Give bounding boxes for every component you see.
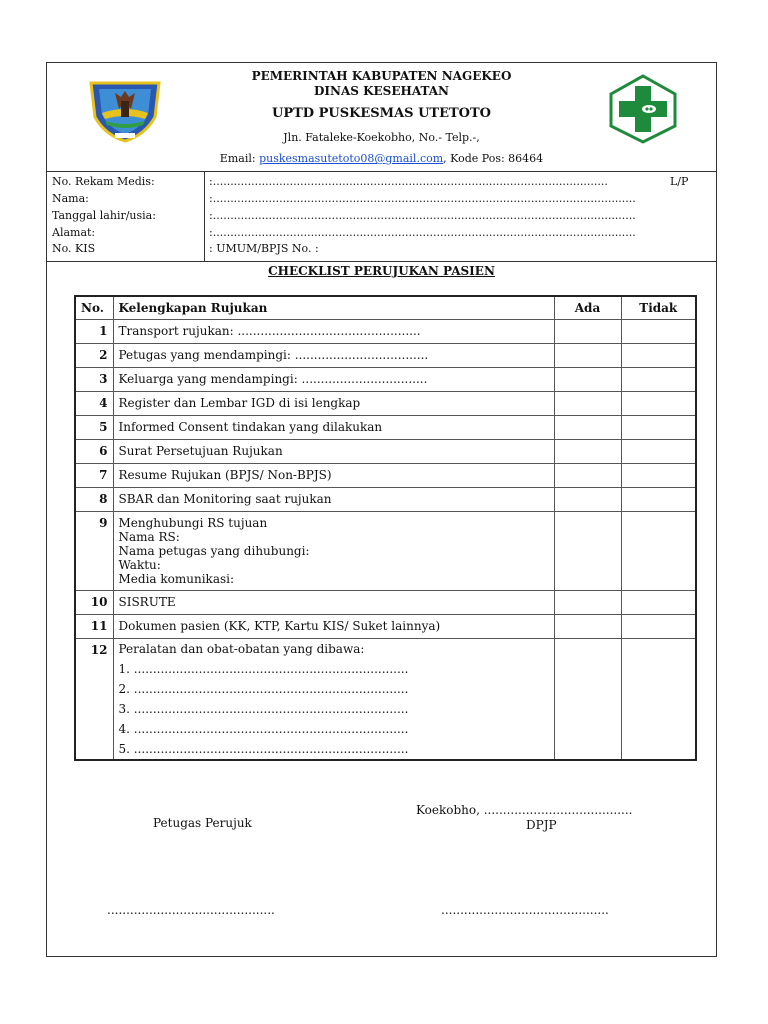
header-no: No. (75, 296, 113, 320)
table-row (75, 512, 696, 591)
row9-line: Nama petugas yang dihubungi: (118, 544, 310, 558)
table-row (75, 392, 696, 416)
tidak-checkbox-cell[interactable] (621, 464, 696, 488)
header-ada: Ada (554, 296, 621, 320)
tidak-checkbox-cell[interactable] (621, 344, 696, 368)
ada-checkbox-cell[interactable] (554, 416, 621, 440)
table-row (75, 344, 696, 368)
tidak-checkbox-cell[interactable] (621, 320, 696, 344)
letterhead (47, 63, 716, 172)
table-row (75, 591, 696, 615)
row-item-equipment (113, 639, 554, 761)
row-number: 12 (75, 639, 113, 761)
form-title: CHECKLIST PERUJUKAN PASIEN (268, 264, 495, 278)
government-name: PEMERINTAH KABUPATEN NAGEKEO (251, 69, 512, 83)
checklist-table (74, 295, 697, 761)
tidak-checkbox-cell[interactable] (621, 440, 696, 464)
ada-checkbox-cell[interactable] (554, 464, 621, 488)
contact-line (47, 152, 716, 165)
name-field[interactable]: :......................................................................................................................... (209, 192, 636, 205)
row9-line: Menghubungi RS tujuan (118, 516, 268, 530)
row-number: 5 (75, 416, 113, 440)
row-number: 11 (75, 615, 113, 639)
ada-checkbox-cell[interactable] (554, 639, 621, 761)
table-header-row (75, 296, 696, 320)
row-item: Informed Consent tindakan yang dilakukan (113, 416, 554, 440)
row9-line: Nama RS: (118, 530, 180, 544)
email-link[interactable]: puskesmasutetoto08@gmail.com (259, 152, 444, 165)
equipment-line[interactable]: 4. ........................................................................ (118, 722, 409, 736)
clinic-name: UPTD PUSKESMAS UTETOTO (272, 106, 491, 121)
equipment-line[interactable]: 2. ........................................................................ (118, 682, 409, 696)
table-row (75, 615, 696, 639)
row-number: 1 (75, 320, 113, 344)
row-number: 3 (75, 368, 113, 392)
patient-info (47, 171, 716, 262)
row-item: Keluarga yang mendampingi: ................................. (113, 368, 554, 392)
row-number: 4 (75, 392, 113, 416)
puskesmas-logo (607, 74, 679, 144)
birthdate-field[interactable]: :......................................................................................................................... (209, 209, 636, 222)
department-name: DINAS KESEHATAN (313, 84, 450, 98)
birthdate-label: Tanggal lahir/usia: (52, 209, 156, 222)
tidak-checkbox-cell[interactable] (621, 488, 696, 512)
referring-officer-signature-line[interactable]: ............................................ (107, 903, 275, 917)
row-item: Dokumen pasien (KK, KTP, Kartu KIS/ Suket lainnya) (113, 615, 554, 639)
kis-field[interactable]: : UMUM/BPJS No. : (209, 242, 319, 255)
table-row (75, 416, 696, 440)
row-number: 9 (75, 512, 113, 591)
table-row (75, 488, 696, 512)
row-item: Transport rujukan: ................................................ (113, 320, 554, 344)
table-row (75, 464, 696, 488)
row-item-contact-hospital (113, 512, 554, 591)
postal-code: , Kode Pos: 86464 (443, 152, 544, 165)
row-item: SISRUTE (113, 591, 554, 615)
patient-info-divider (204, 171, 205, 261)
row-number: 2 (75, 344, 113, 368)
header-tidak: Tidak (621, 296, 696, 320)
table-row (75, 440, 696, 464)
medical-record-field[interactable]: :................................................................................................................. (209, 175, 608, 188)
equipment-line[interactable]: 3. ........................................................................ (118, 702, 409, 716)
row-number: 10 (75, 591, 113, 615)
kis-label: No. KIS (52, 242, 96, 255)
tidak-checkbox-cell[interactable] (621, 416, 696, 440)
row-item: Resume Rujukan (BPJS/ Non-BPJS) (113, 464, 554, 488)
row12-lead: Peralatan dan obat-obatan yang dibawa: (118, 642, 365, 656)
email-label: Email: (219, 152, 260, 165)
row-number: 6 (75, 440, 113, 464)
ada-checkbox-cell[interactable] (554, 615, 621, 639)
tidak-checkbox-cell[interactable] (621, 512, 696, 591)
clinic-address: Jln. Fataleke-Koekobho, No.- Telp.-, (283, 131, 480, 144)
place-date[interactable]: Koekobho, ....................................... (416, 803, 633, 817)
address-field[interactable]: :......................................................................................................................... (209, 226, 636, 239)
row-item: SBAR dan Monitoring saat rujukan (113, 488, 554, 512)
ada-checkbox-cell[interactable] (554, 488, 621, 512)
document-page (46, 62, 717, 957)
row9-line: Waktu: (118, 558, 161, 572)
table-row (75, 639, 696, 761)
ada-checkbox-cell[interactable] (554, 320, 621, 344)
row-item: Surat Persetujuan Rujukan (113, 440, 554, 464)
equipment-line[interactable]: 1. ........................................................................ (118, 662, 409, 676)
medical-record-label: No. Rekam Medis: (52, 175, 155, 188)
tidak-checkbox-cell[interactable] (621, 368, 696, 392)
tidak-checkbox-cell[interactable] (621, 591, 696, 615)
name-label: Nama: (52, 192, 89, 205)
row9-line: Media komunikasi: (118, 572, 235, 586)
dpjp-label: DPJP (526, 818, 557, 832)
tidak-checkbox-cell[interactable] (621, 615, 696, 639)
equipment-line[interactable]: 5. ........................................................................ (118, 742, 409, 756)
header-item: Kelengkapan Rujukan (113, 296, 554, 320)
ada-checkbox-cell[interactable] (554, 344, 621, 368)
ada-checkbox-cell[interactable] (554, 512, 621, 591)
referring-officer-label: Petugas Perujuk (153, 816, 252, 830)
ada-checkbox-cell[interactable] (554, 440, 621, 464)
table-row (75, 320, 696, 344)
tidak-checkbox-cell[interactable] (621, 639, 696, 761)
gender-field[interactable]: L/P (670, 175, 689, 188)
table-row (75, 368, 696, 392)
address-label: Alamat: (52, 226, 96, 239)
row-number: 7 (75, 464, 113, 488)
dpjp-signature-line[interactable]: ............................................ (441, 903, 609, 917)
row-number: 8 (75, 488, 113, 512)
ada-checkbox-cell[interactable] (554, 591, 621, 615)
tidak-checkbox-cell[interactable] (621, 392, 696, 416)
row-item: Petugas yang mendampingi: ................................... (113, 344, 554, 368)
ada-checkbox-cell[interactable] (554, 368, 621, 392)
ada-checkbox-cell[interactable] (554, 392, 621, 416)
row-item: Register dan Lembar IGD di isi lengkap (113, 392, 554, 416)
